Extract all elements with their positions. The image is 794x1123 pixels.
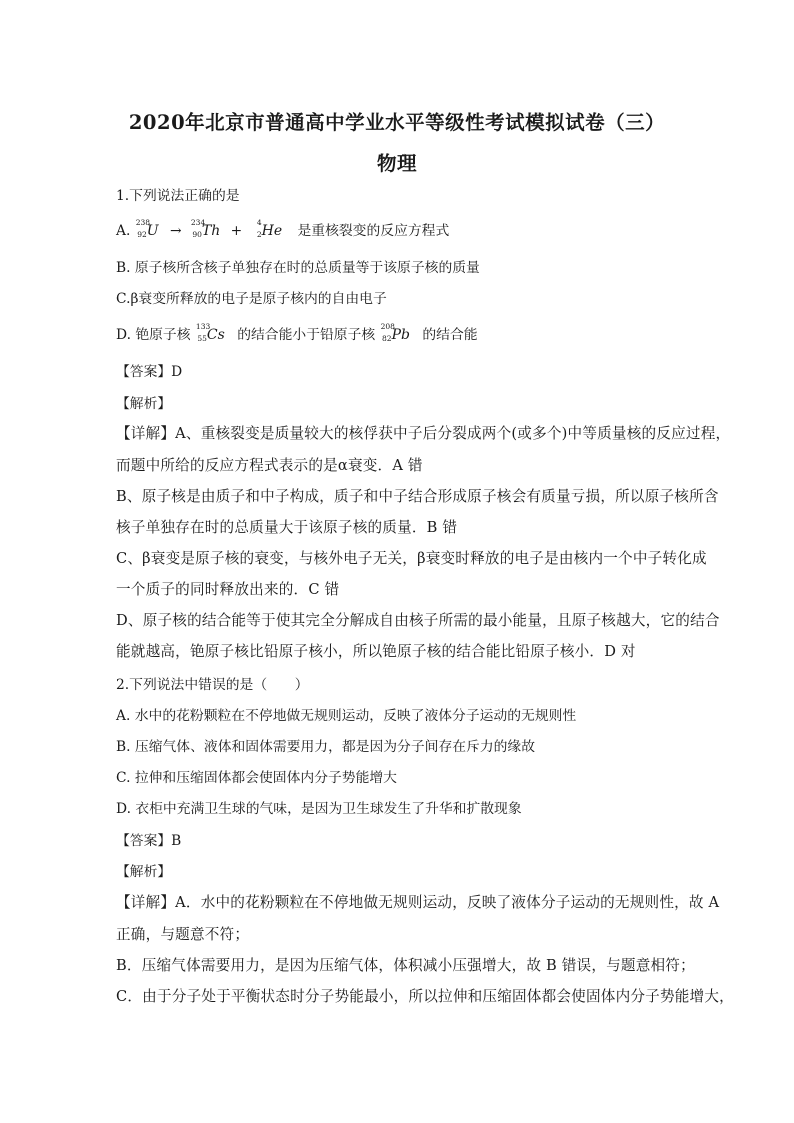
option-a-text: 是重核裂变的反应方程式 [297, 223, 450, 239]
question-1-option-c: C.β衰变所释放的电子是原子核内的自由电子 [116, 291, 387, 307]
question-1-detail-line: 而题中所给的反应方程式表示的是α衰变．A 错 [116, 457, 423, 474]
question-2-option-c: C. 拉伸和压缩固体都会使固体内分子势能增大 [116, 770, 397, 786]
subject-title: 物理 [376, 152, 417, 175]
question-2-detail-line: 【详解】A．水中的花粉颗粒在不停地做无规则运动，反映了液体分子运动的无规则性，故 A [116, 894, 720, 911]
option-d-text-start: D. 铯原子核 [116, 327, 191, 343]
question-1-detail-line: B、原子核是由质子和中子构成，质子和中子结合形成原子核会有质量亏损，所以原子核所含 [116, 488, 719, 505]
exam-title: 2020年北京市普通高中学业水平等级性考试模拟试卷（三） [128, 111, 666, 134]
reaction-arrow: → [169, 223, 182, 239]
plus-sign: + [230, 223, 243, 239]
isotope-uranium: 238 92 U [135, 218, 159, 239]
question-1-option-d [116, 322, 478, 344]
question-2-option-a: A. 水中的花粉颗粒在不停地做无规则运动，反映了液体分子运动的无规则性 [116, 708, 577, 724]
question-2-detail-line: C．由于分子处于平衡状态时分子势能最小，所以拉伸和压缩固体都会使固体内分子势能增大， [116, 988, 734, 1005]
option-d-text-end: 的结合能 [422, 327, 478, 343]
question-2-analysis-heading: 【解析】 [116, 864, 172, 880]
question-2-detail-line: B．压缩气体需要用力，是因为压缩气体，体积减小压强增大，故 B 错误，与题意相符； [116, 957, 695, 974]
isotope-lead: 208 82 Pb [380, 322, 410, 343]
question-1-detail-line: C、β衰变是原子核的衰变，与核外电子无关，β衰变时释放的电子是由核内一个中子转化成 [116, 550, 707, 567]
question-2-detail-line: 正确，与题意不符； [116, 926, 250, 943]
question-1-detail-line: 能就越高，铯原子核比铅原子核小，所以铯原子核的结合能比铅原子核小．D 对 [116, 643, 636, 660]
question-1-detail-line: 【详解】A、重核裂变是质量较大的核俘获中子后分裂成两个(或多个)中等质量核的反应过程， [116, 425, 731, 442]
question-1-option-b: B. 原子核所含核子单独存在时的总质量等于该原子核的质量 [116, 260, 480, 276]
question-1-detail-line: 一个质子的同时释放出来的．C 错 [116, 581, 340, 598]
question-1-detail-line: D、原子核的结合能等于使其完全分解成自由核子所需的最小能量，且原子核越大，它的结合 [116, 612, 720, 629]
question-2-stem: 2.下列说法中错误的是（ ） [116, 677, 309, 693]
isotope-cesium: 133 55 Cs [195, 322, 225, 343]
question-1-stem: 1.下列说法正确的是 [116, 188, 240, 204]
question-1-option-a [116, 218, 450, 240]
isotope-helium: 4 2 He [256, 218, 283, 239]
option-a-label: A. [116, 223, 131, 239]
question-1-analysis-heading: 【解析】 [116, 396, 172, 412]
question-2-option-d: D. 衣柜中充满卫生球的气味，是因为卫生球发生了升华和扩散现象 [116, 801, 522, 817]
question-1-detail-line: 核子单独存在时的总质量大于该原子核的质量．B 错 [116, 519, 458, 536]
question-2-answer: 【答案】B [116, 833, 182, 849]
isotope-thorium: 234 90 Th [190, 218, 221, 239]
question-1-answer: 【答案】D [116, 364, 183, 380]
option-d-text-middle: 的结合能小于铅原子核 [237, 327, 376, 343]
question-2-option-b: B. 压缩气体、液体和固体需要用力，都是因为分子间存在斥力的缘故 [116, 739, 536, 755]
